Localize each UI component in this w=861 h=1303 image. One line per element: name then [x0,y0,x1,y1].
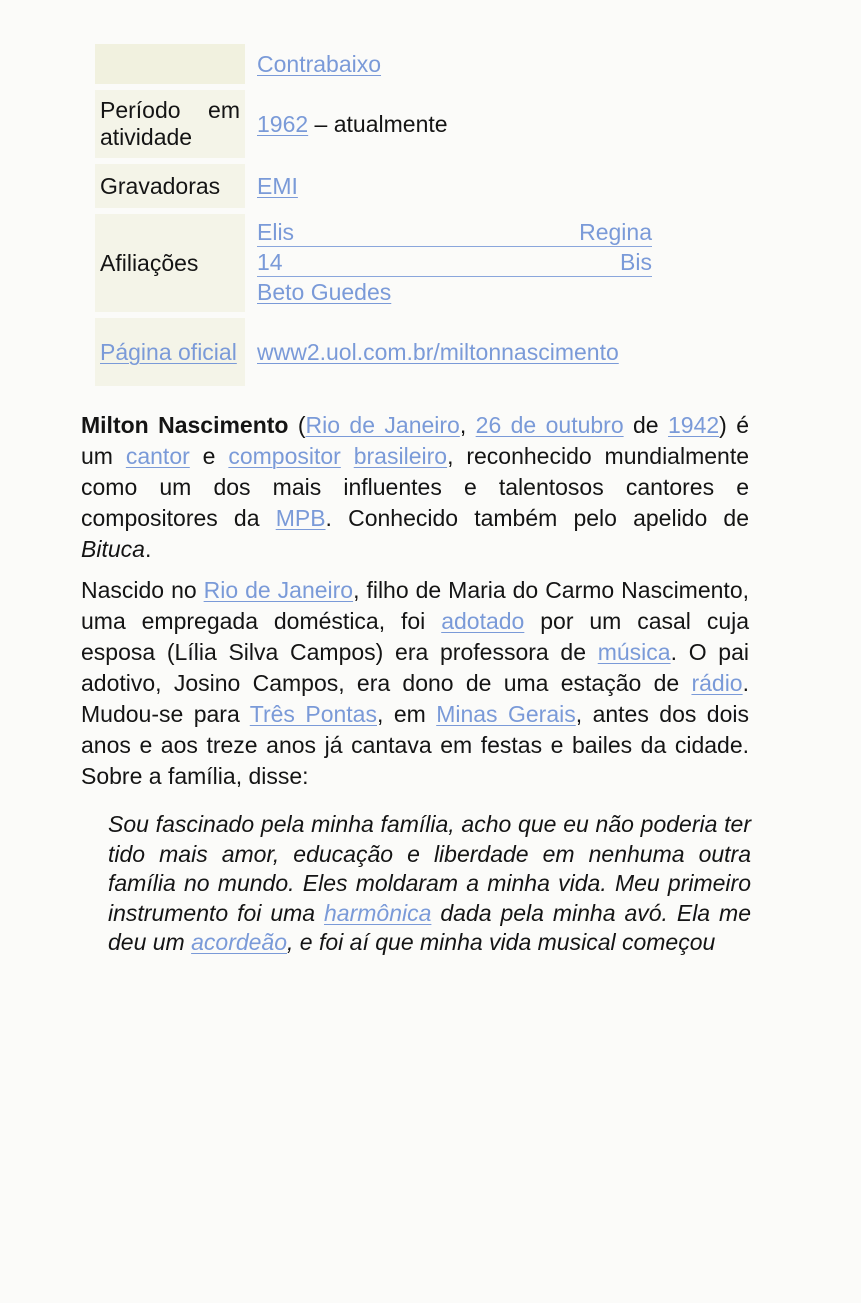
artist-name: Milton Nascimento [81,412,289,438]
infobox-row-afiliacoes [95,214,660,312]
link-1962[interactable]: 1962 [257,110,309,137]
link-adotado[interactable]: adotado [441,608,525,634]
infobox-row-periodo [95,90,660,158]
link-emi[interactable]: EMI [257,172,298,199]
paragraph-biography: Nascido no Rio de Janeiro, filho de Maria do Carmo Nascimento, uma empregada doméstica, foi adotado por um casal cuja esposa (Lília Silva Campos) era professora de música. O pai adotivo, Josino Campos, era dono de uma estação de rádio. Mudou-se para Três Pontas, em Minas Gerais, antes dos dois anos e aos treze anos já cantava em festas e bailes da cidade. Sobre a família, disse: [81,577,750,789]
link-minas-gerais[interactable]: Minas Gerais [436,701,576,727]
infobox [95,44,660,392]
link-1942[interactable]: 1942 [668,412,720,438]
infobox-row-pagina [95,318,660,386]
link-pagina-oficial[interactable]: Página oficial [100,338,237,365]
link-beto-guedes[interactable]: Beto Guedes [257,278,392,305]
link-tres-pontas[interactable]: Três Pontas [249,701,377,727]
infobox-label-afiliacoes: Afiliações [95,214,245,312]
blockquote: Sou fascinado pela minha família, acho que eu não poderia ter tido mais amor, educação e liberdade em nenhuma outra família no mundo. Eles moldaram a minha vida. Meu primeiro instrumento foi uma harmônica dada pela minha avó. Ela me deu um acordeão, e foi aí que minha vida musical começou [108,811,751,955]
periodo-rest: – atualmente [308,110,448,137]
infobox-value-afiliacoes [245,214,660,312]
infobox-label-gravadoras: Gravadoras [95,164,245,208]
link-rio-de-janeiro-2[interactable]: Rio de Janeiro [203,577,354,603]
link-14-bis[interactable]: 14 Bis [257,248,652,275]
infobox-row-gravadoras [95,164,660,208]
infobox-label-empty [95,44,245,84]
link-official-site[interactable]: www2.uol.com.br/miltonnascimento [257,338,619,365]
infobox-row-instrument [95,44,660,84]
link-elis-regina[interactable]: Elis Regina [257,218,652,245]
infobox-value-periodo [245,90,660,158]
link-26-de-outubro[interactable]: 26 de outubro [475,412,624,438]
link-musica[interactable]: música [597,639,671,665]
paragraph-intro: Milton Nascimento (Rio de Janeiro, 26 de outubro de 1942) é um cantor e compositor brasileiro, reconhecido mundialmente como um dos mais influentes e talentosos cantores e compositores da MPB. Conhecido também pelo apelido de Bituca. [81,412,750,562]
link-rio-de-janeiro[interactable]: Rio de Janeiro [305,412,460,438]
infobox-value-pagina [245,318,660,386]
link-contrabaixo[interactable]: Contrabaixo [257,50,382,77]
link-harmonica[interactable]: harmônica [324,899,432,926]
link-cantor[interactable]: cantor [125,443,190,469]
link-brasileiro[interactable]: brasileiro [353,443,448,469]
link-mpb[interactable]: MPB [275,505,326,531]
link-radio[interactable]: rádio [691,670,743,696]
nickname: Bituca [81,536,145,562]
afiliacoes-list [257,219,652,308]
infobox-label-periodo: Período em atividade [95,90,245,158]
link-compositor[interactable]: compositor [228,443,341,469]
infobox-value-instrument [245,44,660,84]
infobox-label-pagina [95,318,245,386]
infobox-value-gravadoras [245,164,660,208]
link-acordeao[interactable]: acordeão [191,929,288,955]
